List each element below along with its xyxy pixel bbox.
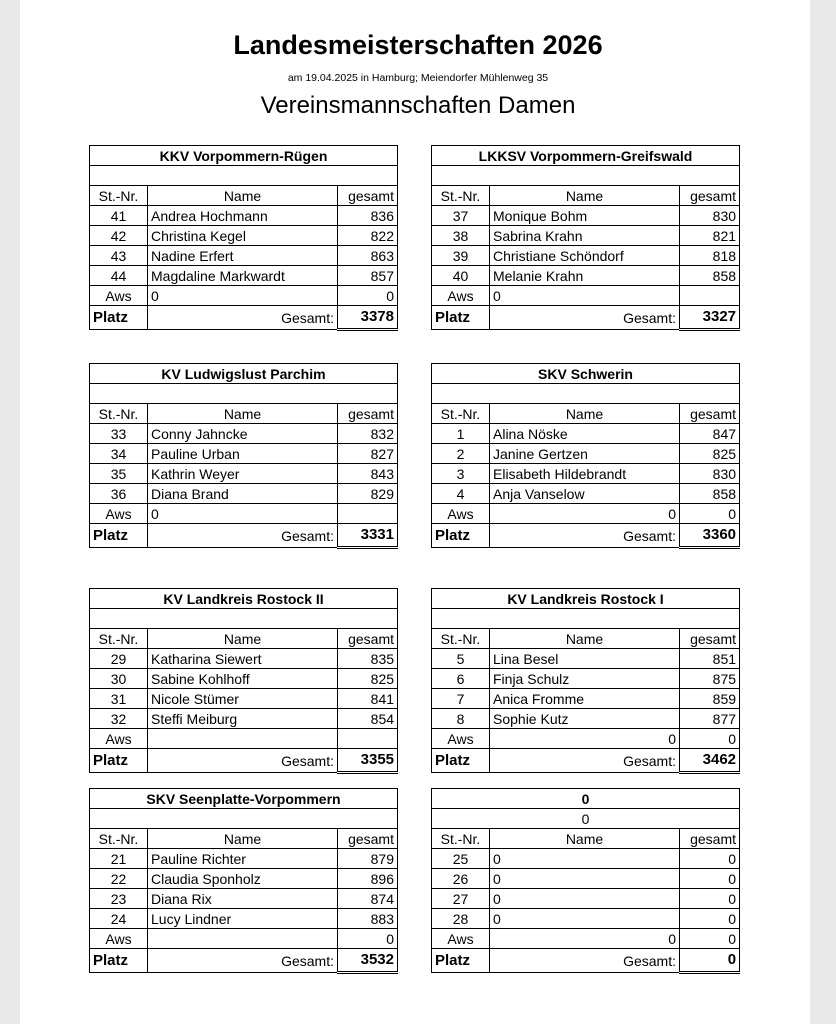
- aws-name-cell: 0: [148, 504, 338, 524]
- col-header-gesamt: gesamt: [338, 404, 398, 424]
- player-row: [432, 464, 740, 484]
- col-header-gesamt: gesamt: [680, 186, 740, 206]
- player-score: 858: [680, 266, 740, 286]
- aws-row: [90, 729, 398, 749]
- aws-name-cell: [148, 729, 338, 749]
- gesamt-label: Gesamt:: [148, 749, 338, 773]
- start-number: 21: [90, 849, 148, 869]
- player-name: Anica Fromme: [490, 689, 680, 709]
- aws-score: 0: [680, 504, 740, 524]
- team-name: KV Landkreis Rostock I: [432, 589, 740, 609]
- team-name: KKV Vorpommern-Rügen: [90, 146, 398, 166]
- player-name: 0: [490, 869, 680, 889]
- gesamt-label: Gesamt:: [490, 949, 680, 973]
- player-row: [432, 206, 740, 226]
- aws-score: 0: [680, 929, 740, 949]
- player-row: [90, 246, 398, 266]
- start-number: 39: [432, 246, 490, 266]
- platz-label: Platz: [90, 749, 148, 773]
- aws-label: Aws: [432, 504, 490, 524]
- start-number: 32: [90, 709, 148, 729]
- player-row: [90, 909, 398, 929]
- player-score: 827: [338, 444, 398, 464]
- player-row: [432, 669, 740, 689]
- player-name: Anja Vanselow: [490, 484, 680, 504]
- col-header-gesamt: gesamt: [680, 404, 740, 424]
- player-name: 0: [490, 849, 680, 869]
- platz-label: Platz: [90, 306, 148, 330]
- player-score: 818: [680, 246, 740, 266]
- start-number: 31: [90, 689, 148, 709]
- team-subtitle: 0: [432, 809, 740, 829]
- total-row: [90, 749, 398, 773]
- platz-label: Platz: [432, 749, 490, 773]
- player-name: Melanie Krahn: [490, 266, 680, 286]
- start-number: 30: [90, 669, 148, 689]
- player-name: Sabrina Krahn: [490, 226, 680, 246]
- team-table-5: [89, 588, 398, 774]
- player-row: [432, 246, 740, 266]
- player-score: 851: [680, 649, 740, 669]
- player-score: 830: [680, 464, 740, 484]
- player-row: [90, 849, 398, 869]
- player-row: [432, 266, 740, 286]
- aws-row: [90, 286, 398, 306]
- team-total: 3327: [680, 306, 740, 330]
- col-header-gesamt: gesamt: [338, 186, 398, 206]
- team-total: 0: [680, 949, 740, 973]
- player-row: [90, 464, 398, 484]
- start-number: 22: [90, 869, 148, 889]
- player-row: [90, 669, 398, 689]
- aws-row: [432, 286, 740, 306]
- team-total: 3331: [338, 524, 398, 548]
- team-total: 3532: [338, 949, 398, 973]
- player-score: 857: [338, 266, 398, 286]
- player-score: 0: [680, 909, 740, 929]
- start-number: 3: [432, 464, 490, 484]
- player-row: [90, 484, 398, 504]
- player-score: 858: [680, 484, 740, 504]
- player-name: Nicole Stümer: [148, 689, 338, 709]
- col-header-stnr: St.-Nr.: [432, 404, 490, 424]
- col-header-gesamt: gesamt: [680, 629, 740, 649]
- start-number: 24: [90, 909, 148, 929]
- player-name: Sabine Kohlhoff: [148, 669, 338, 689]
- player-score: 825: [680, 444, 740, 464]
- player-score: 896: [338, 869, 398, 889]
- col-header-name: Name: [148, 186, 338, 206]
- player-score: 841: [338, 689, 398, 709]
- aws-label: Aws: [90, 729, 148, 749]
- start-number: 8: [432, 709, 490, 729]
- platz-label: Platz: [432, 306, 490, 330]
- page-title: Landesmeisterschaften 2026: [233, 30, 603, 60]
- aws-row: [432, 929, 740, 949]
- team-total: 3360: [680, 524, 740, 548]
- player-row: [432, 484, 740, 504]
- team-subtitle: [432, 609, 740, 629]
- aws-label: Aws: [90, 286, 148, 306]
- player-score: 854: [338, 709, 398, 729]
- team-subtitle: [90, 384, 398, 404]
- aws-name-cell: 0: [148, 286, 338, 306]
- player-row: [432, 649, 740, 669]
- player-row: [90, 709, 398, 729]
- aws-label: Aws: [432, 729, 490, 749]
- start-number: 25: [432, 849, 490, 869]
- team-table-3: [89, 363, 398, 549]
- player-score: 830: [680, 206, 740, 226]
- start-number: 38: [432, 226, 490, 246]
- player-name: Christiane Schöndorf: [490, 246, 680, 266]
- start-number: 26: [432, 869, 490, 889]
- team-name: 0: [432, 789, 740, 809]
- col-header-stnr: St.-Nr.: [432, 629, 490, 649]
- team-subtitle: [432, 384, 740, 404]
- player-row: [90, 206, 398, 226]
- player-name: Nadine Erfert: [148, 246, 338, 266]
- aws-name-cell: [148, 929, 338, 949]
- player-row: [90, 266, 398, 286]
- start-number: 29: [90, 649, 148, 669]
- player-row: [90, 889, 398, 909]
- col-header-name: Name: [148, 629, 338, 649]
- col-header-name: Name: [490, 186, 680, 206]
- player-score: 821: [680, 226, 740, 246]
- platz-label: Platz: [90, 524, 148, 548]
- gesamt-label: Gesamt:: [148, 306, 338, 330]
- player-name: Pauline Richter: [148, 849, 338, 869]
- col-header-stnr: St.-Nr.: [432, 829, 490, 849]
- aws-score: [338, 504, 398, 524]
- team-table-1: [89, 145, 398, 331]
- player-row: [90, 689, 398, 709]
- aws-label: Aws: [432, 286, 490, 306]
- start-number: 4: [432, 484, 490, 504]
- start-number: 5: [432, 649, 490, 669]
- player-name: Katharina Siewert: [148, 649, 338, 669]
- col-header-stnr: St.-Nr.: [90, 629, 148, 649]
- gesamt-label: Gesamt:: [148, 949, 338, 973]
- player-score: 829: [338, 484, 398, 504]
- team-table-4: [431, 363, 740, 549]
- player-row: [432, 689, 740, 709]
- player-name: Finja Schulz: [490, 669, 680, 689]
- event-details: am 19.04.2025 in Hamburg; Meiendorfer Mühlenweg 35: [287, 72, 549, 84]
- player-name: Pauline Urban: [148, 444, 338, 464]
- col-header-name: Name: [490, 404, 680, 424]
- aws-name-cell: 0: [490, 929, 680, 949]
- start-number: 23: [90, 889, 148, 909]
- player-name: Lina Besel: [490, 649, 680, 669]
- start-number: 41: [90, 206, 148, 226]
- total-row: [90, 306, 398, 330]
- player-row: [90, 869, 398, 889]
- total-row: [432, 306, 740, 330]
- start-number: 28: [432, 909, 490, 929]
- player-row: [90, 444, 398, 464]
- start-number: 42: [90, 226, 148, 246]
- start-number: 35: [90, 464, 148, 484]
- player-name: Diana Brand: [148, 484, 338, 504]
- player-name: Kathrin Weyer: [148, 464, 338, 484]
- team-name: KV Ludwigslust Parchim: [90, 364, 398, 384]
- start-number: 36: [90, 484, 148, 504]
- start-number: 1: [432, 424, 490, 444]
- col-header-name: Name: [490, 829, 680, 849]
- platz-label: Platz: [90, 949, 148, 973]
- start-number: 34: [90, 444, 148, 464]
- player-row: [90, 424, 398, 444]
- team-subtitle: [90, 166, 398, 186]
- player-name: Steffi Meiburg: [148, 709, 338, 729]
- gesamt-label: Gesamt:: [490, 749, 680, 773]
- player-name: Janine Gertzen: [490, 444, 680, 464]
- player-name: Andrea Hochmann: [148, 206, 338, 226]
- col-header-stnr: St.-Nr.: [90, 829, 148, 849]
- col-header-stnr: St.-Nr.: [90, 404, 148, 424]
- player-row: [432, 424, 740, 444]
- player-name: Sophie Kutz: [490, 709, 680, 729]
- player-score: 0: [680, 849, 740, 869]
- team-table-7: [89, 788, 398, 974]
- player-row: [432, 869, 740, 889]
- start-number: 7: [432, 689, 490, 709]
- col-header-gesamt: gesamt: [338, 629, 398, 649]
- total-row: [90, 949, 398, 973]
- team-name: SKV Schwerin: [432, 364, 740, 384]
- player-score: 874: [338, 889, 398, 909]
- col-header-name: Name: [148, 829, 338, 849]
- col-header-name: Name: [148, 404, 338, 424]
- player-row: [90, 649, 398, 669]
- team-name: KV Landkreis Rostock II: [90, 589, 398, 609]
- start-number: 6: [432, 669, 490, 689]
- start-number: 43: [90, 246, 148, 266]
- team-subtitle: [90, 609, 398, 629]
- player-row: [432, 444, 740, 464]
- team-name: LKKSV Vorpommern-Greifswald: [432, 146, 740, 166]
- player-name: Lucy Lindner: [148, 909, 338, 929]
- player-score: 875: [680, 669, 740, 689]
- player-score: 883: [338, 909, 398, 929]
- player-name: Conny Jahncke: [148, 424, 338, 444]
- gesamt-label: Gesamt:: [490, 524, 680, 548]
- section-heading: Vereinsmannschaften Damen: [260, 92, 576, 119]
- total-row: [432, 749, 740, 773]
- gesamt-label: Gesamt:: [490, 306, 680, 330]
- aws-row: [432, 729, 740, 749]
- player-name: 0: [490, 909, 680, 929]
- start-number: 27: [432, 889, 490, 909]
- aws-score: 0: [338, 929, 398, 949]
- col-header-gesamt: gesamt: [680, 829, 740, 849]
- player-row: [432, 909, 740, 929]
- team-subtitle: [90, 809, 398, 829]
- platz-label: Platz: [432, 949, 490, 973]
- gesamt-label: Gesamt:: [148, 524, 338, 548]
- player-score: 859: [680, 689, 740, 709]
- team-table-8: [431, 788, 740, 974]
- team-subtitle: [432, 166, 740, 186]
- team-table-6: [431, 588, 740, 774]
- player-name: 0: [490, 889, 680, 909]
- player-score: 863: [338, 246, 398, 266]
- platz-label: Platz: [432, 524, 490, 548]
- aws-score: 0: [338, 286, 398, 306]
- total-row: [432, 949, 740, 973]
- aws-name-cell: 0: [490, 504, 680, 524]
- player-name: Elisabeth Hildebrandt: [490, 464, 680, 484]
- player-name: Diana Rix: [148, 889, 338, 909]
- team-total: 3378: [338, 306, 398, 330]
- aws-label: Aws: [432, 929, 490, 949]
- aws-score: [338, 729, 398, 749]
- aws-row: [90, 504, 398, 524]
- player-row: [432, 709, 740, 729]
- team-name: SKV Seenplatte-Vorpommern: [90, 789, 398, 809]
- player-score: 877: [680, 709, 740, 729]
- player-score: 825: [338, 669, 398, 689]
- aws-label: Aws: [90, 929, 148, 949]
- player-name: Christina Kegel: [148, 226, 338, 246]
- player-score: 822: [338, 226, 398, 246]
- start-number: 40: [432, 266, 490, 286]
- player-score: 847: [680, 424, 740, 444]
- start-number: 2: [432, 444, 490, 464]
- player-score: 879: [338, 849, 398, 869]
- player-name: Alina Nöske: [490, 424, 680, 444]
- aws-name-cell: 0: [490, 286, 680, 306]
- player-score: 0: [680, 889, 740, 909]
- player-score: 835: [338, 649, 398, 669]
- player-score: 836: [338, 206, 398, 226]
- aws-score: [680, 286, 740, 306]
- aws-row: [90, 929, 398, 949]
- player-row: [432, 226, 740, 246]
- aws-label: Aws: [90, 504, 148, 524]
- player-row: [432, 889, 740, 909]
- player-name: Monique Bohm: [490, 206, 680, 226]
- col-header-stnr: St.-Nr.: [432, 186, 490, 206]
- aws-row: [432, 504, 740, 524]
- aws-score: 0: [680, 729, 740, 749]
- team-table-2: [431, 145, 740, 331]
- aws-name-cell: 0: [490, 729, 680, 749]
- team-total: 3355: [338, 749, 398, 773]
- team-total: 3462: [680, 749, 740, 773]
- player-name: Magdaline Markwardt: [148, 266, 338, 286]
- player-score: 843: [338, 464, 398, 484]
- col-header-name: Name: [490, 629, 680, 649]
- player-score: 0: [680, 869, 740, 889]
- start-number: 33: [90, 424, 148, 444]
- col-header-gesamt: gesamt: [338, 829, 398, 849]
- player-name: Claudia Sponholz: [148, 869, 338, 889]
- start-number: 44: [90, 266, 148, 286]
- total-row: [432, 524, 740, 548]
- start-number: 37: [432, 206, 490, 226]
- player-row: [90, 226, 398, 246]
- total-row: [90, 524, 398, 548]
- col-header-stnr: St.-Nr.: [90, 186, 148, 206]
- player-score: 832: [338, 424, 398, 444]
- player-row: [432, 849, 740, 869]
